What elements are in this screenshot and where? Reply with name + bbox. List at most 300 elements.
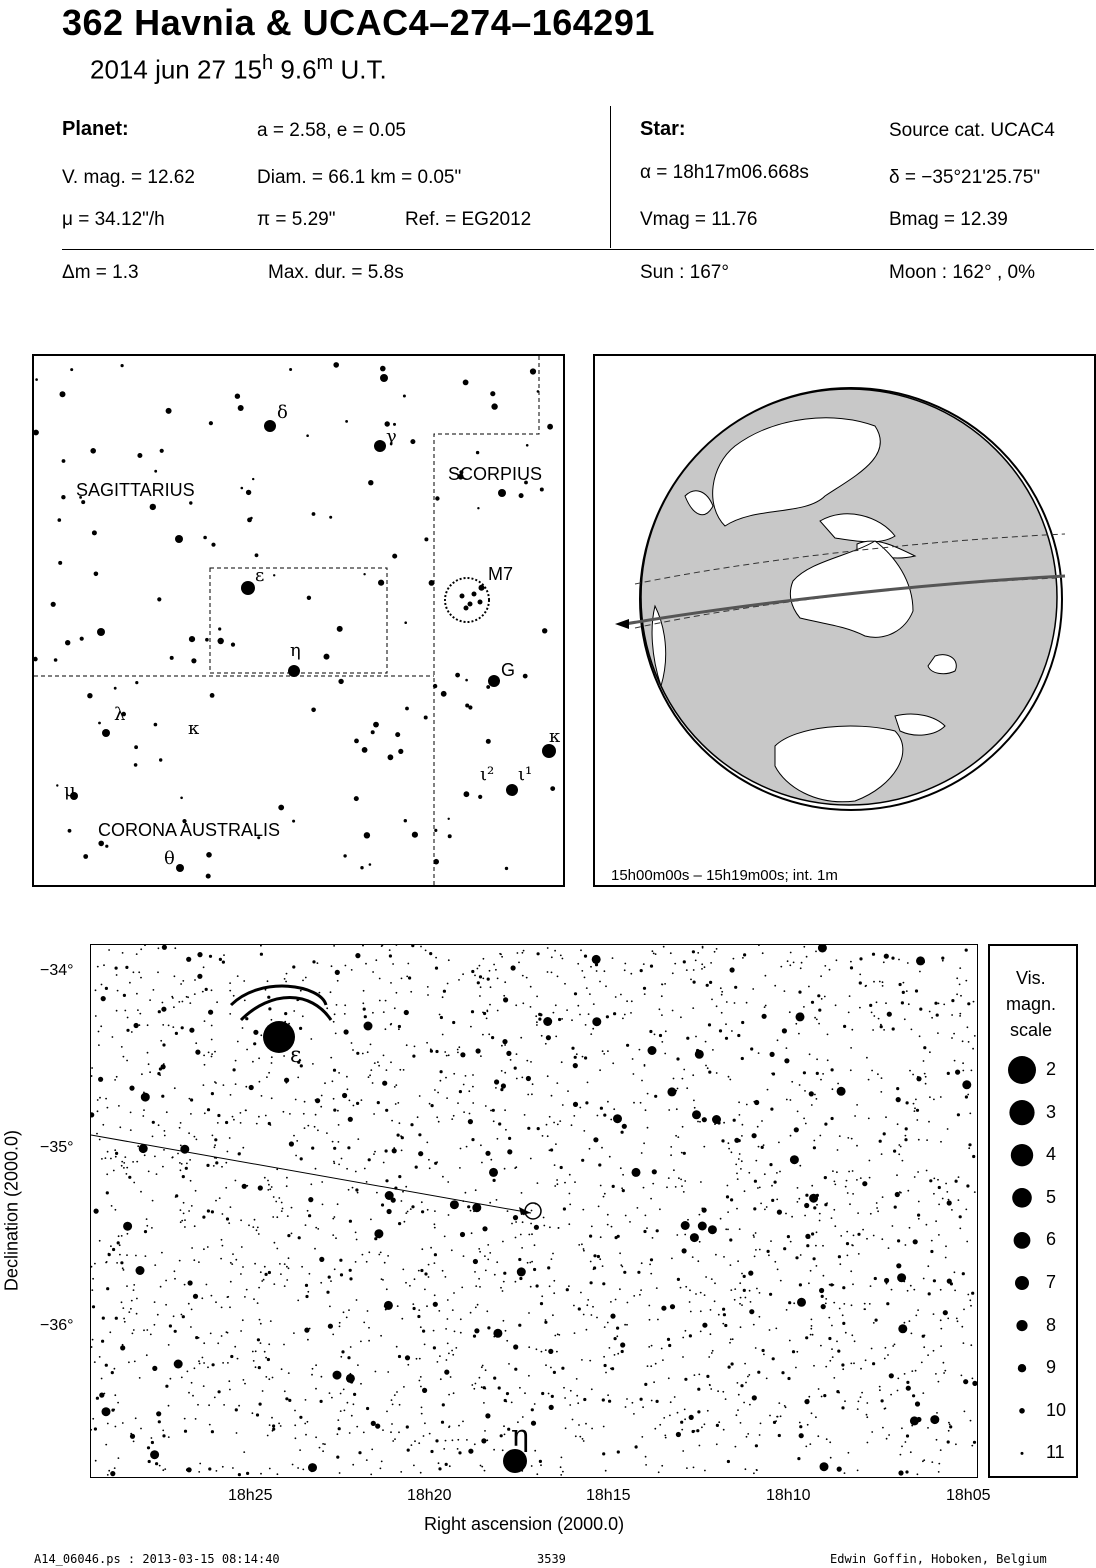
field-star: [173, 1315, 175, 1317]
finder-star: [434, 829, 437, 832]
field-star: [242, 1319, 244, 1321]
field-star: [246, 1049, 248, 1051]
field-star: [662, 1359, 664, 1361]
field-star: [124, 1156, 126, 1158]
field-star: [741, 1160, 743, 1162]
field-star: [180, 1221, 182, 1223]
field-star: [591, 1226, 593, 1228]
field-star: [915, 989, 918, 992]
field-star: [704, 1423, 706, 1425]
field-star: [406, 976, 408, 978]
field-star: [819, 1288, 824, 1293]
field-star: [767, 1250, 770, 1253]
field-star: [897, 1378, 899, 1380]
field-star: [725, 1228, 727, 1230]
field-star: [117, 990, 119, 992]
field-star: [929, 1051, 931, 1053]
field-star: [820, 975, 822, 977]
field-star: [945, 1257, 947, 1259]
scale-label-10: 10: [1046, 1399, 1067, 1420]
field-star: [563, 1207, 566, 1210]
field-star: [211, 1430, 214, 1433]
field-star: [314, 1248, 316, 1250]
field-star: [806, 956, 808, 958]
field-star: [717, 1390, 719, 1392]
field-star: [403, 1069, 405, 1071]
field-star: [521, 1077, 523, 1079]
field-star: [152, 1121, 155, 1124]
field-star: [440, 1378, 442, 1380]
field-star: [648, 1046, 657, 1055]
field-star: [813, 1146, 816, 1149]
field-star: [245, 1109, 247, 1111]
field-star: [911, 1029, 913, 1031]
field-star: [873, 1322, 875, 1324]
field-star: [569, 1193, 571, 1195]
field-star: [578, 1307, 581, 1310]
field-star: [741, 1273, 743, 1275]
field-star: [502, 1039, 507, 1044]
field-star: [882, 985, 884, 987]
field-star: [244, 1000, 246, 1002]
field-star: [163, 1063, 165, 1065]
label-iota2: ι²: [480, 764, 495, 785]
field-star: [914, 1107, 916, 1109]
field-star: [286, 1177, 288, 1179]
field-star: [353, 1105, 355, 1107]
field-star: [169, 1324, 172, 1327]
star-heading: Star:: [640, 118, 686, 140]
field-star: [485, 1369, 487, 1371]
field-star: [151, 1227, 153, 1229]
field-star: [402, 1191, 404, 1193]
field-star: [577, 1005, 579, 1007]
field-star: [695, 1293, 697, 1295]
field-star: [135, 1417, 137, 1419]
xtick-18h05: 18h05: [946, 1487, 991, 1504]
field-star: [716, 1424, 719, 1427]
m7-star: [472, 592, 477, 597]
field-star: [857, 1408, 859, 1410]
field-star: [355, 1171, 357, 1173]
field-star: [447, 983, 449, 985]
field-star: [620, 994, 622, 996]
field-star: [330, 1057, 332, 1059]
field-star: [296, 1140, 298, 1142]
field-star: [790, 1135, 792, 1137]
field-star: [427, 994, 429, 996]
field-star: [653, 1381, 655, 1383]
field-star: [564, 1397, 566, 1399]
field-star: [664, 1435, 666, 1437]
field-star: [558, 1227, 560, 1229]
field-star: [641, 1152, 643, 1154]
field-star: [579, 1014, 581, 1016]
finder-star: [231, 643, 235, 647]
field-star: [411, 1205, 414, 1208]
field-star: [459, 1167, 461, 1169]
field-star: [779, 1171, 781, 1173]
field-star: [291, 1207, 293, 1209]
detail-svg: [91, 945, 977, 1477]
field-star: [895, 1192, 900, 1197]
field-star: [382, 1279, 384, 1281]
field-star: [725, 1023, 727, 1025]
globe-panel: [593, 354, 1096, 887]
field-star: [289, 1141, 294, 1146]
field-star: [243, 980, 245, 982]
finder-star: [324, 654, 330, 660]
field-star: [962, 1040, 964, 1042]
field-star: [728, 1148, 730, 1150]
field-star: [967, 1094, 969, 1096]
field-star: [661, 983, 663, 985]
field-star: [833, 1302, 835, 1304]
field-star: [933, 1350, 935, 1352]
field-star: [452, 1309, 454, 1311]
field-star: [639, 1049, 641, 1051]
field-star: [741, 1135, 743, 1137]
field-star: [164, 1468, 166, 1470]
field-star: [716, 1072, 718, 1074]
field-star: [259, 1403, 262, 1406]
field-star: [207, 1366, 209, 1368]
finder-star: [490, 391, 495, 396]
field-star: [395, 1103, 397, 1105]
field-star: [418, 1270, 420, 1272]
field-star: [141, 1073, 143, 1075]
field-star: [146, 1329, 148, 1331]
field-star: [878, 1018, 880, 1020]
field-star: [682, 1126, 684, 1128]
field-star: [370, 1044, 372, 1046]
field-star: [858, 1401, 860, 1403]
field-star: [959, 1015, 961, 1017]
field-star: [740, 1168, 742, 1170]
footer-author: Edwin Goffin, Hoboken, Belgium: [830, 1552, 1047, 1566]
field-star: [926, 1224, 928, 1226]
field-star: [529, 1262, 531, 1264]
field-star: [299, 1416, 302, 1419]
star-alpha: α = 18h17m06.668s: [640, 162, 809, 183]
field-star: [419, 1095, 421, 1097]
field-star: [887, 1354, 889, 1356]
field-star: [769, 1329, 771, 1331]
field-star: [121, 1165, 123, 1167]
finder-star: [343, 854, 346, 857]
field-star: [962, 1062, 964, 1064]
field-star: [279, 1263, 281, 1265]
field-star: [245, 1086, 247, 1088]
field-star: [115, 1426, 117, 1428]
field-star: [702, 947, 704, 949]
field-star: [193, 1259, 195, 1261]
field-star: [755, 1232, 757, 1234]
footer-number: 3539: [537, 1552, 566, 1566]
field-star: [694, 1107, 696, 1109]
field-star: [190, 1098, 193, 1101]
finder-star: [354, 739, 359, 744]
field-star: [820, 1345, 822, 1347]
finder-star: [102, 729, 110, 737]
field-star: [501, 1045, 503, 1047]
field-star: [716, 1443, 718, 1445]
field-star: [142, 1115, 144, 1117]
finder-star: [307, 596, 311, 600]
field-star: [332, 1334, 334, 1336]
scale-dot-9: [1018, 1364, 1026, 1372]
field-star: [825, 1366, 827, 1368]
field-star: [761, 1146, 764, 1149]
field-star: [527, 1127, 530, 1130]
field-star: [536, 1348, 538, 1350]
field-star: [739, 1114, 741, 1116]
field-star: [148, 1460, 151, 1463]
field-star: [949, 1424, 951, 1426]
field-star: [760, 1423, 762, 1425]
field-star: [133, 1441, 135, 1443]
field-star: [739, 1282, 741, 1284]
field-star: [462, 1421, 464, 1423]
field-star: [482, 1365, 484, 1367]
field-star: [690, 979, 692, 981]
field-star: [114, 1368, 116, 1370]
field-star: [376, 1192, 378, 1194]
field-star: [551, 956, 553, 958]
field-star: [520, 1234, 522, 1236]
field-star: [857, 1470, 859, 1472]
field-star: [915, 1099, 917, 1101]
field-star: [777, 1269, 779, 1271]
field-star: [346, 1168, 348, 1170]
field-star: [685, 1286, 687, 1288]
field-star: [905, 1244, 907, 1246]
field-star: [600, 1236, 602, 1238]
field-star: [281, 1202, 283, 1204]
field-star: [235, 1060, 237, 1062]
field-star: [302, 1015, 304, 1017]
field-star: [211, 1295, 213, 1297]
field-star: [775, 1420, 777, 1422]
field-star: [911, 1333, 913, 1335]
field-star: [426, 1142, 428, 1144]
field-star: [374, 1237, 377, 1240]
finder-star: [476, 451, 479, 454]
label-eta: η: [290, 640, 301, 661]
field-star: [194, 1367, 196, 1369]
finder-star: [362, 747, 368, 753]
field-star: [315, 1114, 317, 1116]
field-star: [562, 1104, 564, 1106]
field-star: [675, 1135, 677, 1137]
field-star: [705, 1041, 707, 1043]
field-star: [776, 1172, 778, 1174]
field-star: [258, 1185, 263, 1190]
field-star: [195, 1418, 197, 1420]
field-star: [349, 1220, 352, 1223]
field-star: [264, 1266, 266, 1268]
field-star: [531, 1465, 533, 1467]
field-star: [474, 1328, 479, 1333]
field-star: [776, 1199, 778, 1201]
field-star: [131, 1031, 133, 1033]
field-star: [681, 1429, 683, 1431]
field-star: [872, 1362, 875, 1365]
field-star: [150, 1450, 159, 1459]
field-star: [607, 1050, 609, 1052]
field-star: [221, 1166, 223, 1168]
field-star: [182, 980, 184, 982]
field-star: [481, 1162, 483, 1164]
finder-star: [83, 854, 88, 859]
field-star: [496, 1261, 498, 1263]
field-star: [584, 1056, 587, 1059]
field-star: [147, 1446, 150, 1449]
field-star: [331, 1397, 333, 1399]
field-star: [740, 1326, 742, 1328]
field-star: [208, 1404, 210, 1406]
field-star: [833, 1377, 835, 1379]
field-star: [759, 1434, 761, 1436]
field-star: [589, 1235, 592, 1238]
field-star: [583, 1314, 585, 1316]
field-star: [960, 995, 962, 997]
field-star: [235, 1083, 237, 1085]
field-star: [536, 1284, 539, 1287]
field-star: [398, 1431, 400, 1433]
field-star: [623, 1271, 626, 1274]
field-star: [304, 1328, 309, 1333]
field-star: [203, 1084, 205, 1086]
field-star: [317, 1129, 319, 1131]
field-star: [217, 1342, 219, 1344]
field-star: [421, 1248, 423, 1250]
field-star: [501, 1070, 503, 1072]
field-star: [222, 1466, 224, 1468]
field-star: [128, 1311, 130, 1313]
field-star: [729, 1079, 731, 1081]
field-star: [615, 1299, 617, 1301]
finder-star: [180, 797, 183, 800]
label-mu: μ: [64, 780, 76, 801]
field-star: [841, 1406, 844, 1409]
field-star: [333, 1069, 336, 1072]
field-star: [639, 1294, 641, 1296]
field-star: [382, 1081, 387, 1086]
field-star: [150, 1334, 152, 1336]
field-star: [188, 1210, 190, 1212]
field-star: [752, 1133, 757, 1138]
field-star: [267, 1435, 269, 1437]
field-star: [678, 1177, 680, 1179]
field-star: [337, 1419, 339, 1421]
field-star: [109, 1331, 111, 1333]
field-star: [286, 1185, 288, 1187]
scale-label-11: 11: [1046, 1442, 1065, 1463]
field-star: [189, 1028, 194, 1033]
field-star: [789, 964, 791, 966]
label-kappa-cra: κ: [188, 718, 200, 739]
field-star: [252, 1351, 254, 1353]
field-star: [295, 1437, 297, 1439]
field-star: [805, 1194, 808, 1197]
field-star: [940, 1345, 942, 1347]
field-star: [101, 996, 106, 1001]
field-star: [760, 1203, 762, 1205]
field-star: [842, 1314, 844, 1316]
field-star: [681, 1221, 690, 1230]
field-star: [553, 1292, 555, 1294]
field-star: [693, 981, 696, 984]
scale-dot-8: [1016, 1320, 1027, 1331]
field-star: [356, 1052, 359, 1055]
field-star: [709, 981, 712, 984]
field-star: [729, 1342, 731, 1344]
field-star: [442, 1034, 444, 1036]
field-star: [174, 975, 176, 977]
field-star: [807, 1399, 809, 1401]
field-star: [149, 999, 151, 1001]
field-star: [320, 1400, 323, 1403]
field-star: [650, 1273, 652, 1275]
field-star: [369, 1074, 371, 1076]
field-star: [934, 1002, 937, 1005]
field-star: [819, 1213, 821, 1215]
field-star: [350, 1373, 352, 1375]
field-star: [334, 1268, 336, 1270]
field-star: [452, 1439, 454, 1441]
field-star: [165, 1304, 167, 1306]
field-star: [850, 966, 853, 969]
field-star: [862, 1229, 864, 1231]
field-star: [517, 1267, 526, 1276]
field-star: [654, 1095, 657, 1098]
field-star: [883, 1132, 886, 1135]
field-star: [554, 950, 556, 952]
field-star: [721, 1012, 723, 1014]
field-star: [650, 1365, 652, 1367]
field-star: [886, 1438, 888, 1440]
field-star: [418, 1151, 423, 1156]
field-star: [844, 1400, 846, 1402]
field-star: [557, 1183, 559, 1185]
field-star: [401, 978, 403, 980]
field-star: [972, 1378, 974, 1380]
field-star: [690, 1233, 699, 1242]
field-star: [392, 1404, 394, 1406]
field-star: [847, 1255, 849, 1257]
field-star: [453, 1115, 455, 1117]
field-star: [730, 1264, 732, 1266]
field-star: [914, 1110, 916, 1112]
field-star: [583, 1440, 585, 1442]
field-star: [734, 1002, 736, 1004]
finder-star: [392, 554, 397, 559]
field-star: [865, 985, 867, 987]
field-star: [337, 980, 339, 982]
field-star: [770, 1240, 772, 1242]
field-star: [826, 1202, 828, 1204]
finder-star: [80, 637, 84, 641]
field-star: [111, 1205, 113, 1207]
field-star: [676, 1432, 681, 1437]
field-star: [670, 1401, 672, 1403]
field-star: [317, 962, 319, 964]
field-star: [438, 1462, 440, 1464]
field-star: [814, 1094, 816, 1096]
field-star: [784, 1405, 786, 1407]
field-star: [174, 1278, 176, 1280]
